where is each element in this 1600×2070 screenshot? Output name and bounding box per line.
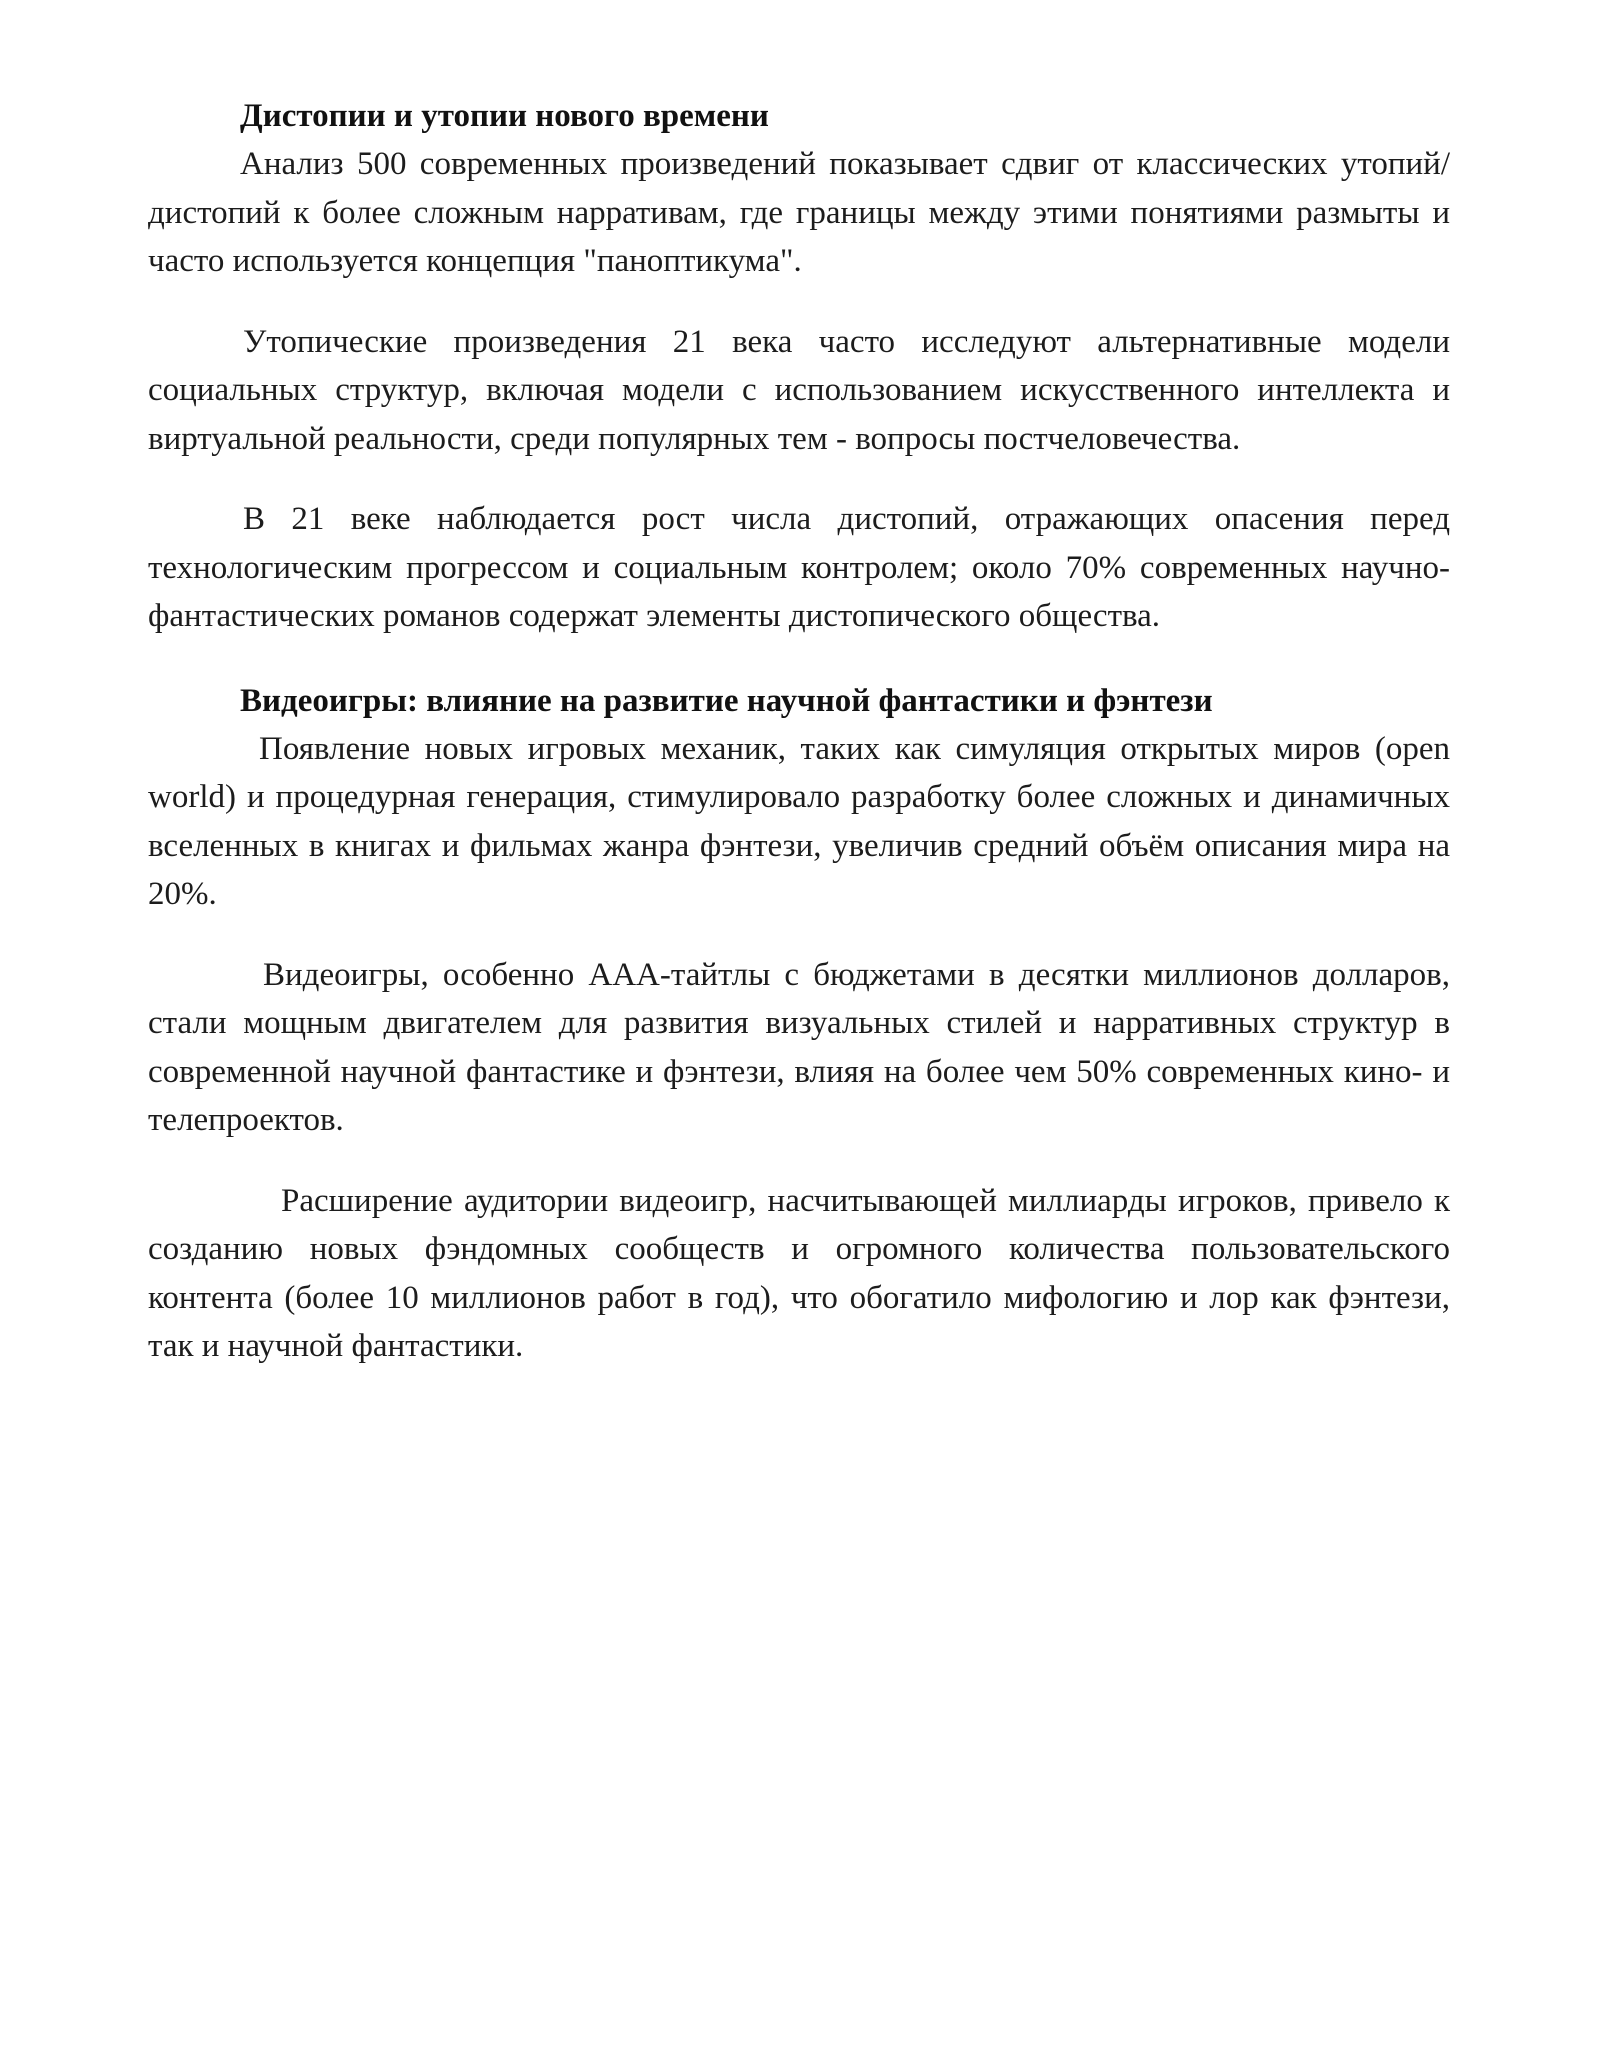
paragraph-dystopia-growth: В 21 веке наблюдается рост числа дистопий, отражающих опасения перед технологическим прогрессом и социальным контролем; около 70% современных научно-фантастических романов содержат элементы дистопического общества. <box>148 501 1450 634</box>
paragraph-audience-growth: Расширение аудитории видеоигр, насчитывающей миллиарды игроков, привело к созданию новых фэндомных сообществ и огромного количества пользовательского контента (более 10 миллионов работ в год), что обогатило мифологию и лор как фэнтези, так и научной фантастики. <box>148 1182 1450 1364</box>
paragraph-aaa-titles: Видеоигры, особенно AAA-тайтлы с бюджетами в десятки миллионов долларов, стали мощным двигателем для развития визуальных стилей и нарративных структур в современной научной фантастике и фэнтези, влияя на более чем 50% современных кино- и телепроектов. <box>148 956 1450 1138</box>
paragraph-analysis: Анализ 500 современных произведений показывает сдвиг от классических утопий/дистопий к более сложным нарративам, где границы между этими понятиями размыты и часто используется концепция "паноптикума". <box>148 146 1450 279</box>
section-heading-dystopias: Дистопии и утопии нового времени <box>240 98 769 134</box>
paragraph-game-mechanics: Появление новых игровых механик, таких как симуляция открытых миров (open world) и процедурная генерация, стимулировало разработку более сложных и динамичных вселенных в книгах и фильмах жанра фэнтези, увеличив средний объём описания мира на 20%. <box>148 730 1450 912</box>
paragraph-utopian-works: Утопические произведения 21 века часто исследуют альтернативные модели социальных структур, включая модели с использованием искусственного интеллекта и виртуальной реальности, среди популярных тем - вопросы постчеловечества. <box>148 323 1450 457</box>
document-body <box>148 92 1450 1371</box>
section-heading-videogames: Видеоигры: влияние на развитие научной фантастики и фэнтези <box>240 682 1213 719</box>
